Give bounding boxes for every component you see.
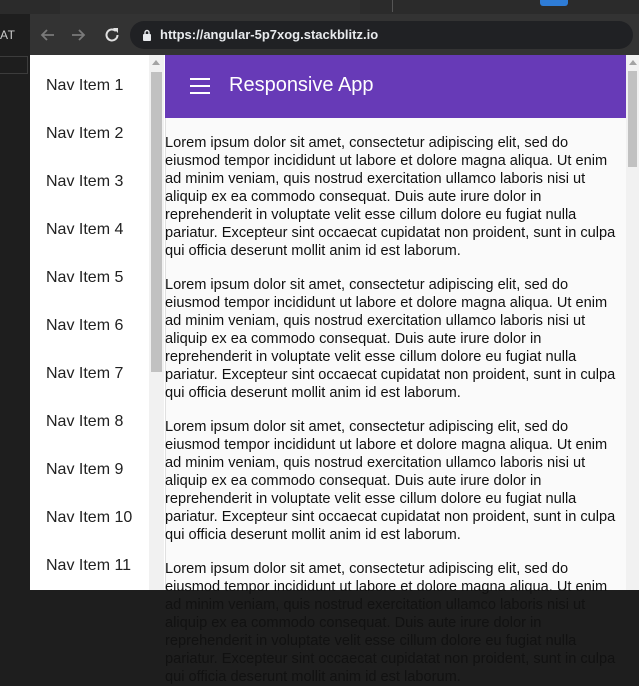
scroll-up-arrow-icon[interactable] [152,60,160,65]
tab-separator [392,0,393,12]
page-viewport [30,55,639,685]
back-arrow-icon [40,27,56,43]
page-scrollbar[interactable] [626,55,639,590]
content-paragraph: Lorem ipsum dolor sit amet, consectetur adipiscing elit, sed do eiusmod tempor incididunt ut labore et dolore magna aliqua. Ut enim ad minim veniam, quis nostrud exercitation ullamco laboris nisi ut aliquip ex ea commodo consequat. Duis aute irure dolor in reprehenderit in voluptate velit esse cillum dolore eu fugiat nulla pariatur. Excepteur sint occaecat cupidatat non proident, sunt in culpa qui officia deserunt mollit anim id est laborum. [165,277,616,401]
sidenav [30,55,166,590]
sidenav-scrollbar[interactable] [149,55,164,590]
left-pane-label: AT [0,28,16,42]
nav-item-1[interactable]: Nav Item 1 [46,77,124,94]
app-title: Responsive App [229,74,374,96]
browser-tab[interactable] [60,0,360,14]
left-pane-top [0,0,30,14]
content-paragraph: Lorem ipsum dolor sit amet, consectetur adipiscing elit, sed do eiusmod tempor incididunt ut labore et dolore magna aliqua. Ut enim ad minim veniam, quis nostrud exercitation ullamco laboris nisi ut aliquip ex ea commodo consequat. Duis aute irure dolor in reprehenderit in voluptate velit esse cillum dolore eu fugiat nulla pariatur. Excepteur sint occaecat cupidatat non proident, sunt in culpa qui officia deserunt mollit anim id est laborum. [165,561,616,685]
browser-toolbar [30,14,639,55]
nav-item-7[interactable]: Nav Item 7 [46,365,124,382]
nav-item-10[interactable]: Nav Item 10 [46,509,133,526]
content-paragraph: Lorem ipsum dolor sit amet, consectetur adipiscing elit, sed do eiusmod tempor incididunt ut labore et dolore magna aliqua. Ut enim ad minim veniam, quis nostrud exercitation ullamco laboris nisi ut aliquip ex ea commodo consequat. Duis aute irure dolor in reprehenderit in voluptate velit esse cillum dolore eu fugiat nulla pariatur. Excepteur sint occaecat cupidatat non proident, sunt in culpa qui officia deserunt mollit anim id est laborum. [165,135,616,259]
extension-badge[interactable] [540,0,568,6]
page-scrollbar-thumb[interactable] [628,71,637,167]
app-toolbar [165,55,626,118]
menu-icon[interactable] [190,78,210,94]
nav-item-3[interactable]: Nav Item 3 [46,173,124,190]
nav-item-6[interactable]: Nav Item 6 [46,317,124,334]
nav-item-4[interactable]: Nav Item 4 [46,221,124,238]
nav-item-8[interactable]: Nav Item 8 [46,413,124,430]
nav-item-2[interactable]: Nav Item 2 [46,125,124,142]
forward-arrow-icon [70,27,86,43]
left-pane [0,0,30,590]
browser-tab-strip [30,0,639,14]
lock-icon [142,29,152,41]
nav-item-11[interactable]: Nav Item 11 [46,557,132,574]
left-pane-input[interactable] [0,56,28,74]
nav-item-9[interactable]: Nav Item 9 [46,461,124,478]
url-text: https://angular-5p7xog.stackblitz.io [160,27,379,42]
nav-item-5[interactable]: Nav Item 5 [46,269,124,286]
address-bar[interactable] [130,21,633,49]
back-button[interactable] [38,25,58,45]
forward-button[interactable] [68,25,88,45]
reload-icon [103,26,121,44]
content-paragraph: Lorem ipsum dolor sit amet, consectetur adipiscing elit, sed do eiusmod tempor incididunt ut labore et dolore magna aliqua. Ut enim ad minim veniam, quis nostrud exercitation ullamco laboris nisi ut aliquip ex ea commodo consequat. Duis aute irure dolor in reprehenderit in voluptate velit esse cillum dolore eu fugiat nulla pariatur. Excepteur sint occaecat cupidatat non proident, sunt in culpa qui officia deserunt mollit anim id est laborum. [165,419,616,543]
reload-button[interactable] [102,25,122,45]
sidenav-scrollbar-thumb[interactable] [151,72,162,372]
scroll-up-arrow-icon[interactable] [629,60,637,65]
